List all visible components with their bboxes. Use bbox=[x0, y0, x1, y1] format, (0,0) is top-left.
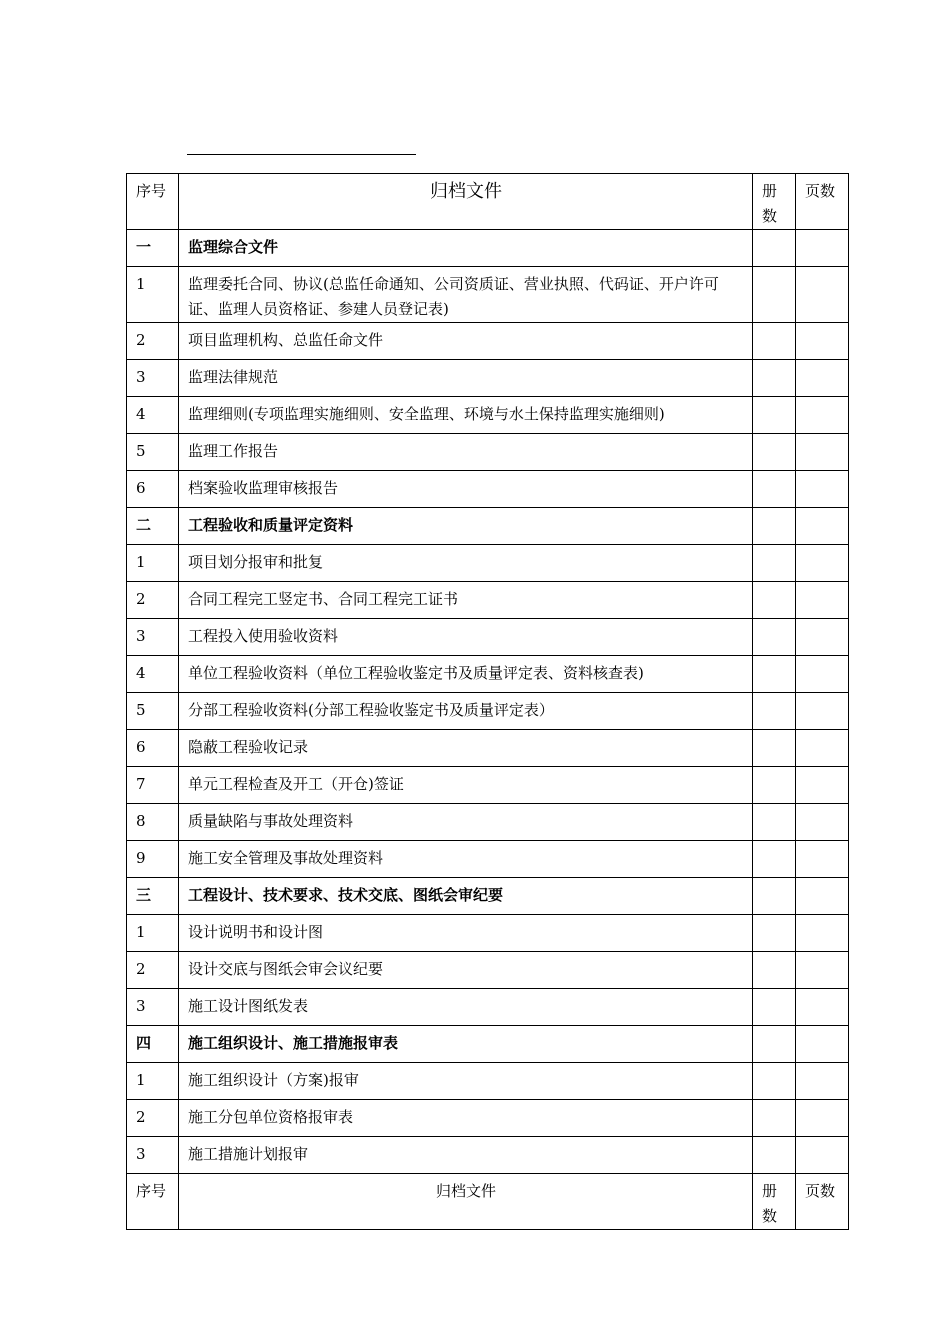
row-number: 2 bbox=[127, 952, 179, 989]
row-document: 监理法律规范 bbox=[179, 360, 753, 397]
row-pages bbox=[796, 619, 849, 656]
row-pages bbox=[796, 230, 849, 267]
table-row bbox=[127, 1137, 849, 1174]
row-volumes bbox=[753, 693, 796, 730]
table-row bbox=[127, 841, 849, 878]
table-row bbox=[127, 767, 849, 804]
row-pages bbox=[796, 1137, 849, 1174]
table-row bbox=[127, 804, 849, 841]
table-row bbox=[127, 915, 849, 952]
row-volumes bbox=[753, 230, 796, 267]
table-row bbox=[127, 323, 849, 360]
row-number: 6 bbox=[127, 471, 179, 508]
row-number: 4 bbox=[127, 397, 179, 434]
row-number: 1 bbox=[127, 267, 179, 323]
row-number: 3 bbox=[127, 360, 179, 397]
row-document: 监理委托合同、协议(总监任命通知、公司资质证、营业执照、代码证、开户许可证、监理人员资格证、参建人员登记表) bbox=[179, 267, 753, 323]
row-volumes bbox=[753, 952, 796, 989]
row-document: 单元工程检查及开工（开仓)签证 bbox=[179, 767, 753, 804]
table-row bbox=[127, 360, 849, 397]
signature-line bbox=[187, 154, 416, 155]
table-row bbox=[127, 434, 849, 471]
row-pages bbox=[796, 397, 849, 434]
row-document: 监理综合文件 bbox=[179, 230, 753, 267]
table-row bbox=[127, 989, 849, 1026]
row-pages bbox=[796, 804, 849, 841]
table-row bbox=[127, 730, 849, 767]
row-volumes bbox=[753, 804, 796, 841]
header-doc: 归档文件 bbox=[179, 174, 753, 230]
row-number: 3 bbox=[127, 619, 179, 656]
row-volumes bbox=[753, 323, 796, 360]
row-pages bbox=[796, 730, 849, 767]
row-volumes bbox=[753, 656, 796, 693]
row-pages bbox=[796, 915, 849, 952]
row-volumes bbox=[753, 582, 796, 619]
table-row bbox=[127, 545, 849, 582]
header-pages: 页数 bbox=[796, 174, 849, 230]
row-volumes bbox=[753, 545, 796, 582]
section-row bbox=[127, 230, 849, 267]
row-document: 施工组织设计（方案)报审 bbox=[179, 1063, 753, 1100]
footer-volumes: 册数 bbox=[753, 1174, 796, 1230]
table-row bbox=[127, 619, 849, 656]
row-number: 5 bbox=[127, 693, 179, 730]
row-document: 施工设计图纸发表 bbox=[179, 989, 753, 1026]
row-number: 4 bbox=[127, 656, 179, 693]
row-pages bbox=[796, 878, 849, 915]
footer-header-row bbox=[127, 1174, 849, 1230]
row-volumes bbox=[753, 989, 796, 1026]
row-volumes bbox=[753, 767, 796, 804]
row-document: 工程设计、技术要求、技术交底、图纸会审纪要 bbox=[179, 878, 753, 915]
row-number: 2 bbox=[127, 582, 179, 619]
table-row bbox=[127, 1100, 849, 1137]
footer-doc: 归档文件 bbox=[179, 1174, 753, 1230]
row-number: 3 bbox=[127, 989, 179, 1026]
row-pages bbox=[796, 989, 849, 1026]
row-volumes bbox=[753, 915, 796, 952]
row-pages bbox=[796, 545, 849, 582]
row-number: 一 bbox=[127, 230, 179, 267]
header-volumes: 册数 bbox=[753, 174, 796, 230]
row-number: 2 bbox=[127, 323, 179, 360]
row-pages bbox=[796, 434, 849, 471]
archive-table bbox=[126, 173, 849, 1230]
footer-no: 序号 bbox=[127, 1174, 179, 1230]
row-pages bbox=[796, 508, 849, 545]
row-pages bbox=[796, 1026, 849, 1063]
row-document: 监理细则(专项监理实施细则、安全监理、环境与水土保持监理实施细则) bbox=[179, 397, 753, 434]
row-volumes bbox=[753, 434, 796, 471]
row-document: 质量缺陷与事故处理资料 bbox=[179, 804, 753, 841]
row-number: 6 bbox=[127, 730, 179, 767]
row-volumes bbox=[753, 619, 796, 656]
row-document: 分部工程验收资料(分部工程验收鉴定书及质量评定表） bbox=[179, 693, 753, 730]
row-pages bbox=[796, 841, 849, 878]
row-number: 四 bbox=[127, 1026, 179, 1063]
row-document: 施工组织设计、施工措施报审表 bbox=[179, 1026, 753, 1063]
table-row bbox=[127, 582, 849, 619]
row-document: 工程验收和质量评定资料 bbox=[179, 508, 753, 545]
table-row bbox=[127, 693, 849, 730]
row-document: 设计说明书和设计图 bbox=[179, 915, 753, 952]
row-document: 工程投入使用验收资料 bbox=[179, 619, 753, 656]
row-document: 监理工作报告 bbox=[179, 434, 753, 471]
row-document: 合同工程完工竖定书、合同工程完工证书 bbox=[179, 582, 753, 619]
row-pages bbox=[796, 582, 849, 619]
row-number: 7 bbox=[127, 767, 179, 804]
row-number: 1 bbox=[127, 545, 179, 582]
row-pages bbox=[796, 767, 849, 804]
row-pages bbox=[796, 952, 849, 989]
row-document: 单位工程验收资料（单位工程验收鉴定书及质量评定表、资料核查表) bbox=[179, 656, 753, 693]
row-document: 档案验收监理审核报告 bbox=[179, 471, 753, 508]
table-row bbox=[127, 397, 849, 434]
section-row bbox=[127, 508, 849, 545]
row-pages bbox=[796, 323, 849, 360]
row-number: 5 bbox=[127, 434, 179, 471]
row-number: 3 bbox=[127, 1137, 179, 1174]
section-row bbox=[127, 1026, 849, 1063]
row-volumes bbox=[753, 471, 796, 508]
row-number: 9 bbox=[127, 841, 179, 878]
row-volumes bbox=[753, 841, 796, 878]
row-volumes bbox=[753, 267, 796, 323]
row-document: 设计交底与图纸会审会议纪要 bbox=[179, 952, 753, 989]
row-document: 隐蔽工程验收记录 bbox=[179, 730, 753, 767]
row-document: 项目划分报审和批复 bbox=[179, 545, 753, 582]
header-no: 序号 bbox=[127, 174, 179, 230]
row-pages bbox=[796, 360, 849, 397]
row-document: 施工分包单位资格报审表 bbox=[179, 1100, 753, 1137]
row-volumes bbox=[753, 508, 796, 545]
row-number: 三 bbox=[127, 878, 179, 915]
row-volumes bbox=[753, 730, 796, 767]
table-row bbox=[127, 471, 849, 508]
section-row bbox=[127, 878, 849, 915]
table-row bbox=[127, 267, 849, 323]
row-document: 施工安全管理及事故处理资料 bbox=[179, 841, 753, 878]
row-volumes bbox=[753, 1137, 796, 1174]
row-volumes bbox=[753, 1026, 796, 1063]
row-number: 二 bbox=[127, 508, 179, 545]
table-row bbox=[127, 656, 849, 693]
row-number: 2 bbox=[127, 1100, 179, 1137]
header-row bbox=[127, 174, 849, 230]
row-pages bbox=[796, 1063, 849, 1100]
row-pages bbox=[796, 1100, 849, 1137]
row-pages bbox=[796, 267, 849, 323]
row-volumes bbox=[753, 360, 796, 397]
row-volumes bbox=[753, 878, 796, 915]
footer-pages: 页数 bbox=[796, 1174, 849, 1230]
table-row bbox=[127, 952, 849, 989]
row-document: 施工措施计划报审 bbox=[179, 1137, 753, 1174]
row-pages bbox=[796, 693, 849, 730]
row-volumes bbox=[753, 1100, 796, 1137]
row-number: 1 bbox=[127, 1063, 179, 1100]
row-document: 项目监理机构、总监任命文件 bbox=[179, 323, 753, 360]
table-row bbox=[127, 1063, 849, 1100]
row-number: 1 bbox=[127, 915, 179, 952]
row-pages bbox=[796, 471, 849, 508]
row-pages bbox=[796, 656, 849, 693]
row-number: 8 bbox=[127, 804, 179, 841]
row-volumes bbox=[753, 397, 796, 434]
row-volumes bbox=[753, 1063, 796, 1100]
